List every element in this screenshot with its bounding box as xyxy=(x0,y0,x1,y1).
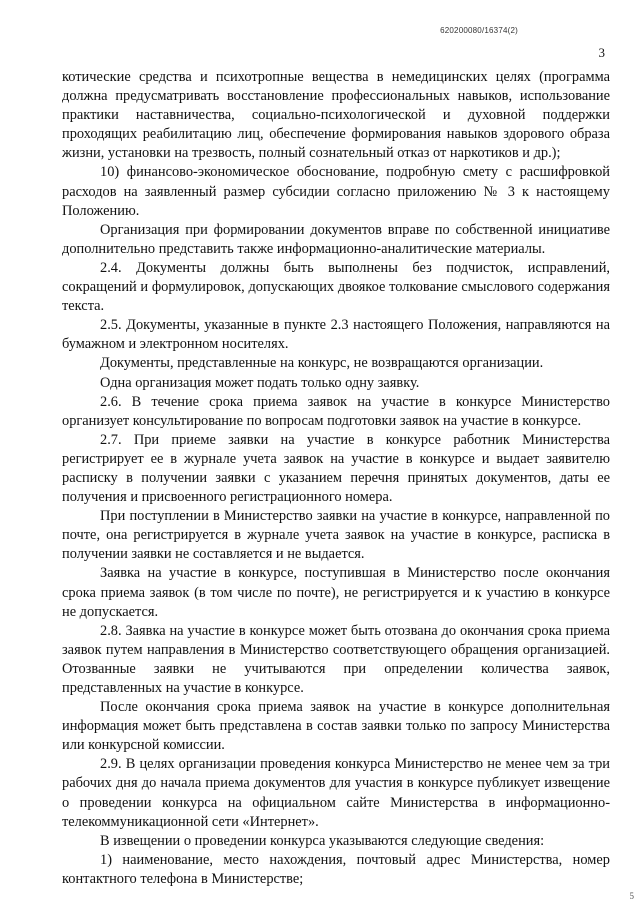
paragraph-2-7: 2.7. При приеме заявки на участие в конкурсе работник Министерства регистрирует ее в журнале учета заявок на участие в конкурсе и выдает заявителю расписку в получении заявки с указанием перечня принятых документов, даты ее получения и присвоенного регистрационного номера. xyxy=(62,431,610,506)
paragraph-item-10: 10) финансово-экономическое обоснование, подробную смету с расшифровкой расходов на заявленный размер субсидии согласно приложению № 3 к настоящему Положению. xyxy=(62,164,610,219)
corner-mark: 5 xyxy=(629,891,634,901)
paragraph-additional-materials: Организация при формировании документов вправе по собственной инициативе дополнительно представить также информационно-аналитические материалы. xyxy=(62,221,610,257)
paragraph-2-5: 2.5. Документы, указанные в пункте 2.3 настоящего Положения, направляются на бумажном и электронном носителях. xyxy=(62,317,610,353)
paragraph-documents-not-returned: Документы, представленные на конкурс, не возвращаются организации. xyxy=(100,355,544,372)
paragraph-2-9: 2.9. В целях организации проведения конкурса Министерство не менее чем за три рабочих дня до начала приема документов для участия в конкурсе публикует извещение о проведении конкурса на официальном сайте Министерства в информационно-телекоммуникационной сети «Интернет». xyxy=(62,756,610,830)
document-body xyxy=(62,68,610,889)
document-id: 620200080/16374(2) xyxy=(440,26,518,35)
paragraph-2-4: 2.4. Документы должны быть выполнены без подчисток, исправлений, сокращений и формулировок, допускающих двоякое толкование смыслового содержания текста. xyxy=(62,259,610,315)
paragraph-2-8: 2.8. Заявка на участие в конкурсе может быть отозвана до окончания срока приема заявок путем направления в Министерство соответствующего обращения организацией. Отозванные заявки не учитываются при определении количества заявок, представленных на участие в конкурсе. xyxy=(62,622,610,696)
paragraph-notice-details: В извещении о проведении конкурса указываются следующие сведения: xyxy=(100,832,545,849)
paragraph-late-application: Заявка на участие в конкурсе, поступившая в Министерство после окончания срока приема заявок (в том числе по почте), не регистрируется и к участию в конкурсе не допускается. xyxy=(62,565,610,620)
page-number: 3 xyxy=(598,45,605,60)
paragraph-continuation: котические средства и психотропные вещества в немедицинских целях (программа должна предусматривать восстановление профессиональных навыков, использование практики наставничества, социально-психологической и духовной поддержки проходящих реабилитацию лиц, обеспечение формирования навыков здорового образа жизни, установки на трезвость, полный сознательный отказ от наркотиков и др.); xyxy=(62,69,610,162)
paragraph-one-application: Одна организация может подать только одну заявку. xyxy=(100,374,420,391)
paragraph-list-item-1: 1) наименование, место нахождения, почтовый адрес Министерства, номер контактного телефона в Министерстве; xyxy=(62,851,610,887)
paragraph-postal-application: При поступлении в Министерство заявки на участие в конкурсе, направленной по почте, она регистрируется в журнале учета заявок на участие в конкурсе, расписка в получении заявки не составляется и не выдается. xyxy=(62,508,610,563)
paragraph-2-6: 2.6. В течение срока приема заявок на участие в конкурсе Министерство организует консультирование по вопросам подготовки заявок на участие в конкурсе. xyxy=(62,393,610,429)
paragraph-additional-information: После окончания срока приема заявок на участие в конкурсе дополнительная информация может быть представлена в состав заявки только по запросу Министерства или конкурсной комиссии. xyxy=(62,699,610,754)
